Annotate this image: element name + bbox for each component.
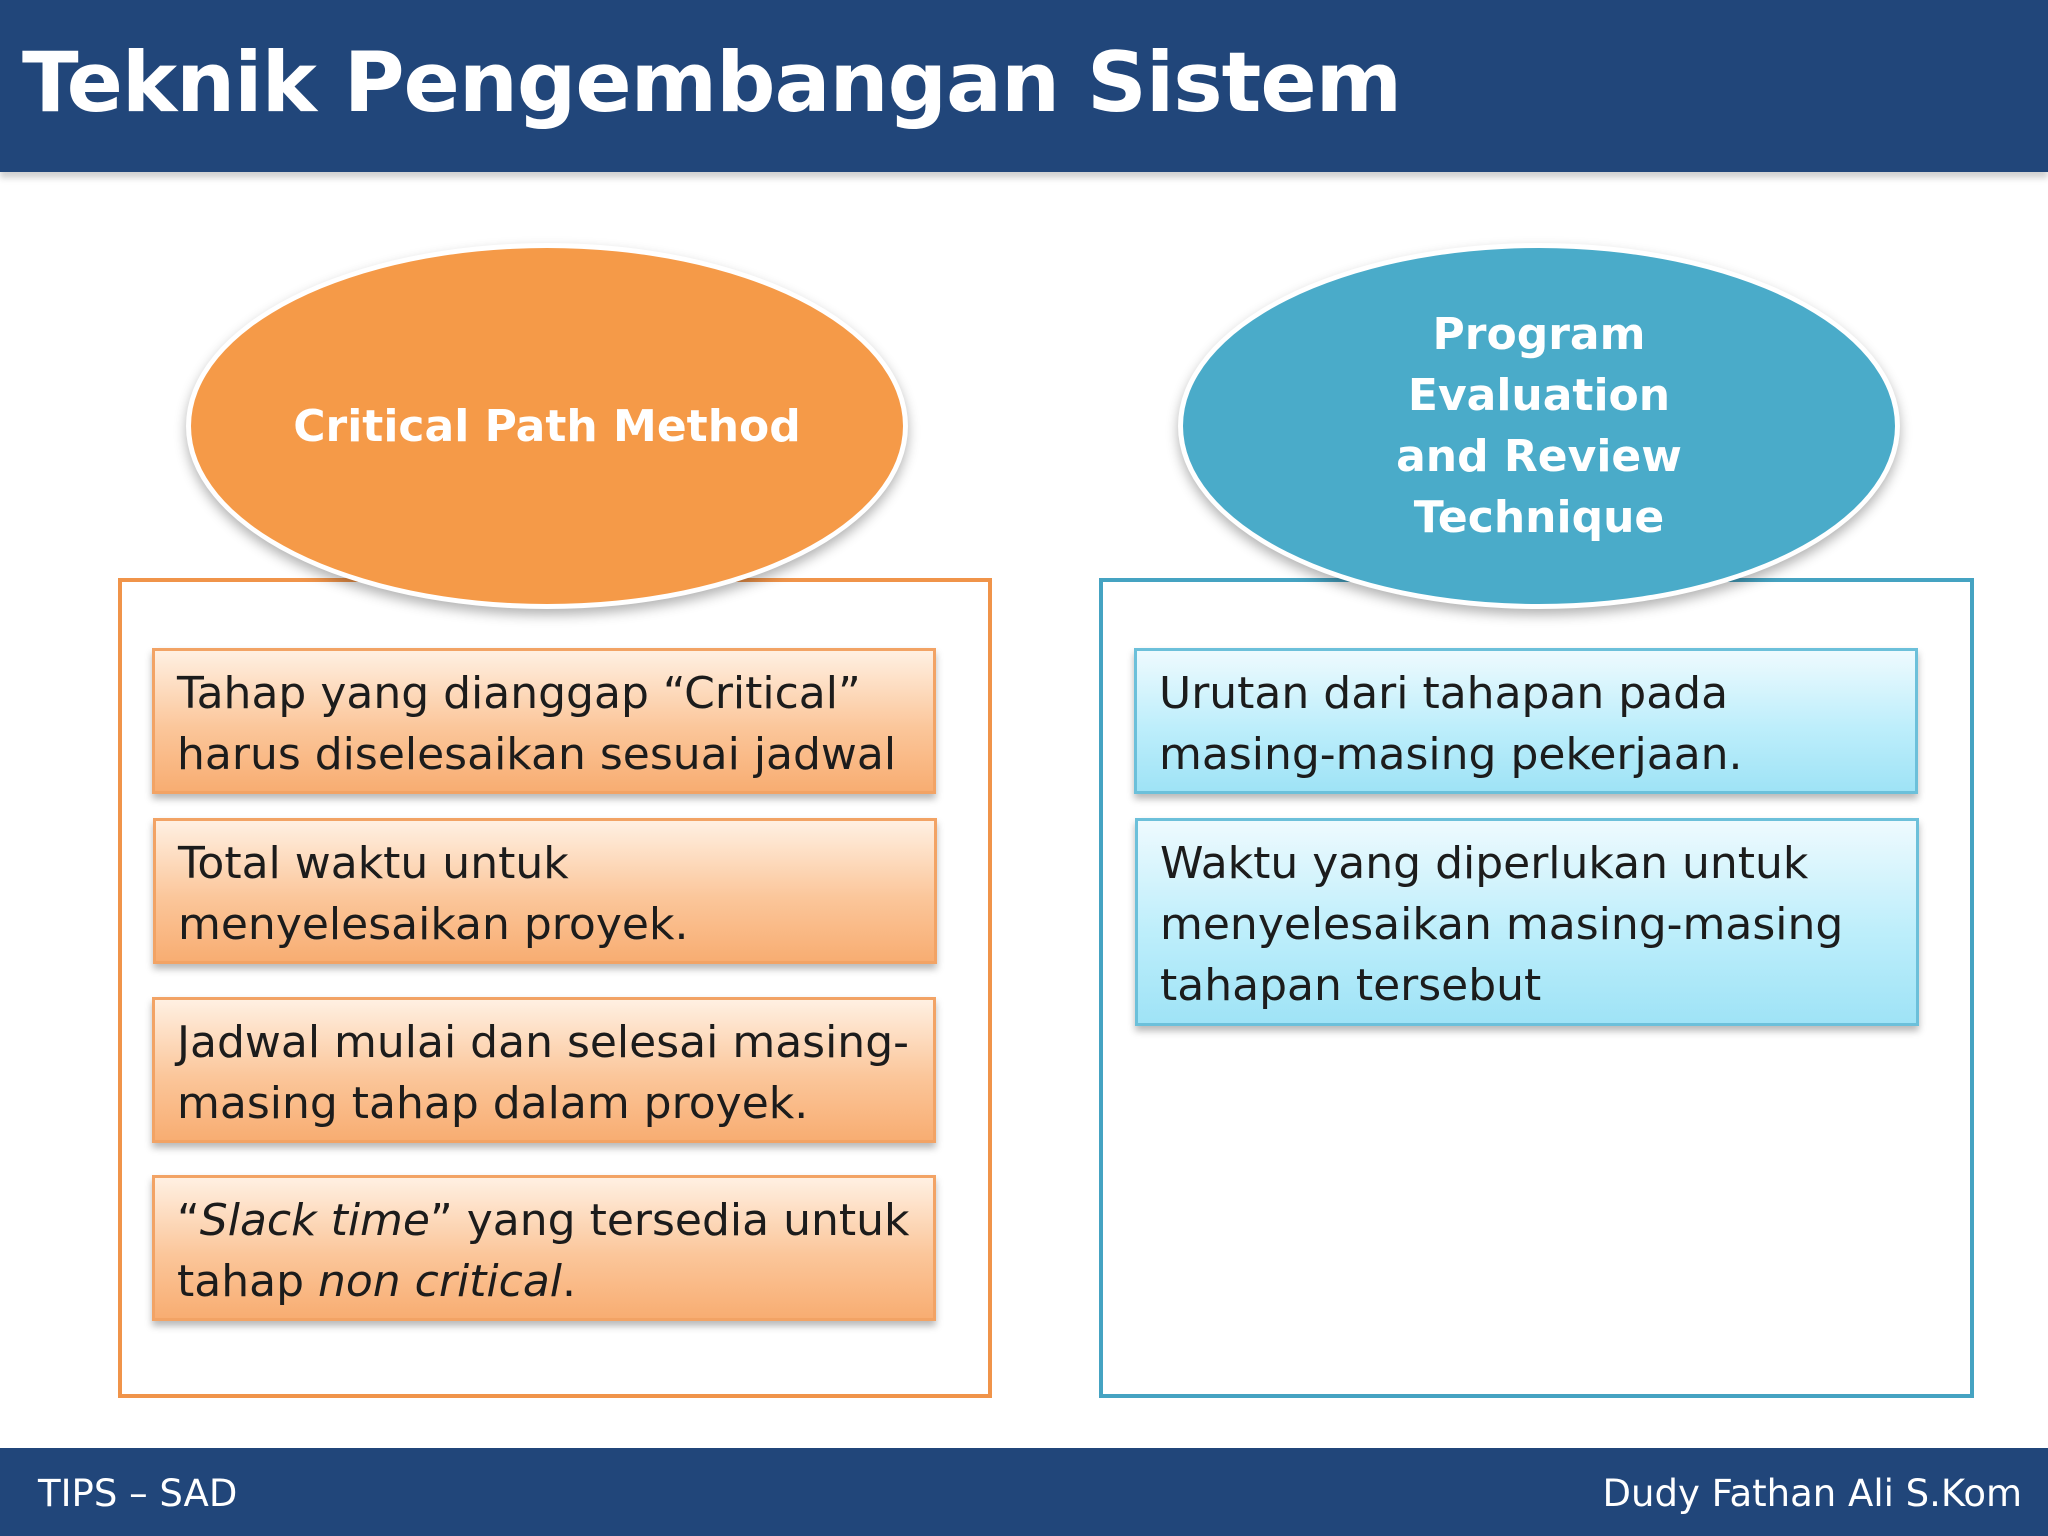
footer-author: Dudy Fathan Ali S.Kom bbox=[1602, 1472, 2022, 1515]
cpm-item-3: Jadwal mulai dan selesai masing-masing tahap dalam proyek. bbox=[152, 997, 936, 1143]
footer-course: TIPS – SAD bbox=[38, 1472, 238, 1515]
pert-item-1: Urutan dari tahapan pada masing-masing pekerjaan. bbox=[1134, 648, 1918, 794]
cpm-ellipse bbox=[186, 243, 908, 609]
cpm-item-2: Total waktu untuk menyelesaikan proyek. bbox=[153, 818, 937, 964]
pert-item-2: Waktu yang diperlukan untuk menyelesaikan masing-masing tahapan tersebut bbox=[1135, 818, 1919, 1026]
header-bar bbox=[0, 0, 2048, 172]
cpm-item-4-end: . bbox=[562, 1256, 577, 1307]
cpm-title: Critical Path Method bbox=[293, 400, 801, 452]
cpm-item-4 bbox=[152, 1175, 936, 1321]
pert-title-line-1: Program Evaluation bbox=[1407, 309, 1671, 421]
footer-bar bbox=[0, 1448, 2048, 1536]
pert-ellipse bbox=[1178, 243, 1900, 609]
pert-title-line-2: and Review bbox=[1396, 431, 1682, 482]
cpm-item-1: Tahap yang dianggap “Critical” harus diselesaikan sesuai jadwal bbox=[152, 648, 936, 794]
cpm-item-4-slack-time: Slack time bbox=[199, 1195, 430, 1246]
pert-title bbox=[1309, 304, 1769, 548]
cpm-item-4-middle: ” yang tersedia untuk tahap bbox=[177, 1195, 910, 1307]
cpm-item-4-quote-open: “ bbox=[177, 1195, 200, 1246]
pert-title-line-3: Technique bbox=[1413, 492, 1665, 543]
page-title: Teknik Pengembangan Sistem bbox=[22, 34, 1402, 131]
cpm-item-4-non-critical: non critical bbox=[317, 1256, 563, 1307]
